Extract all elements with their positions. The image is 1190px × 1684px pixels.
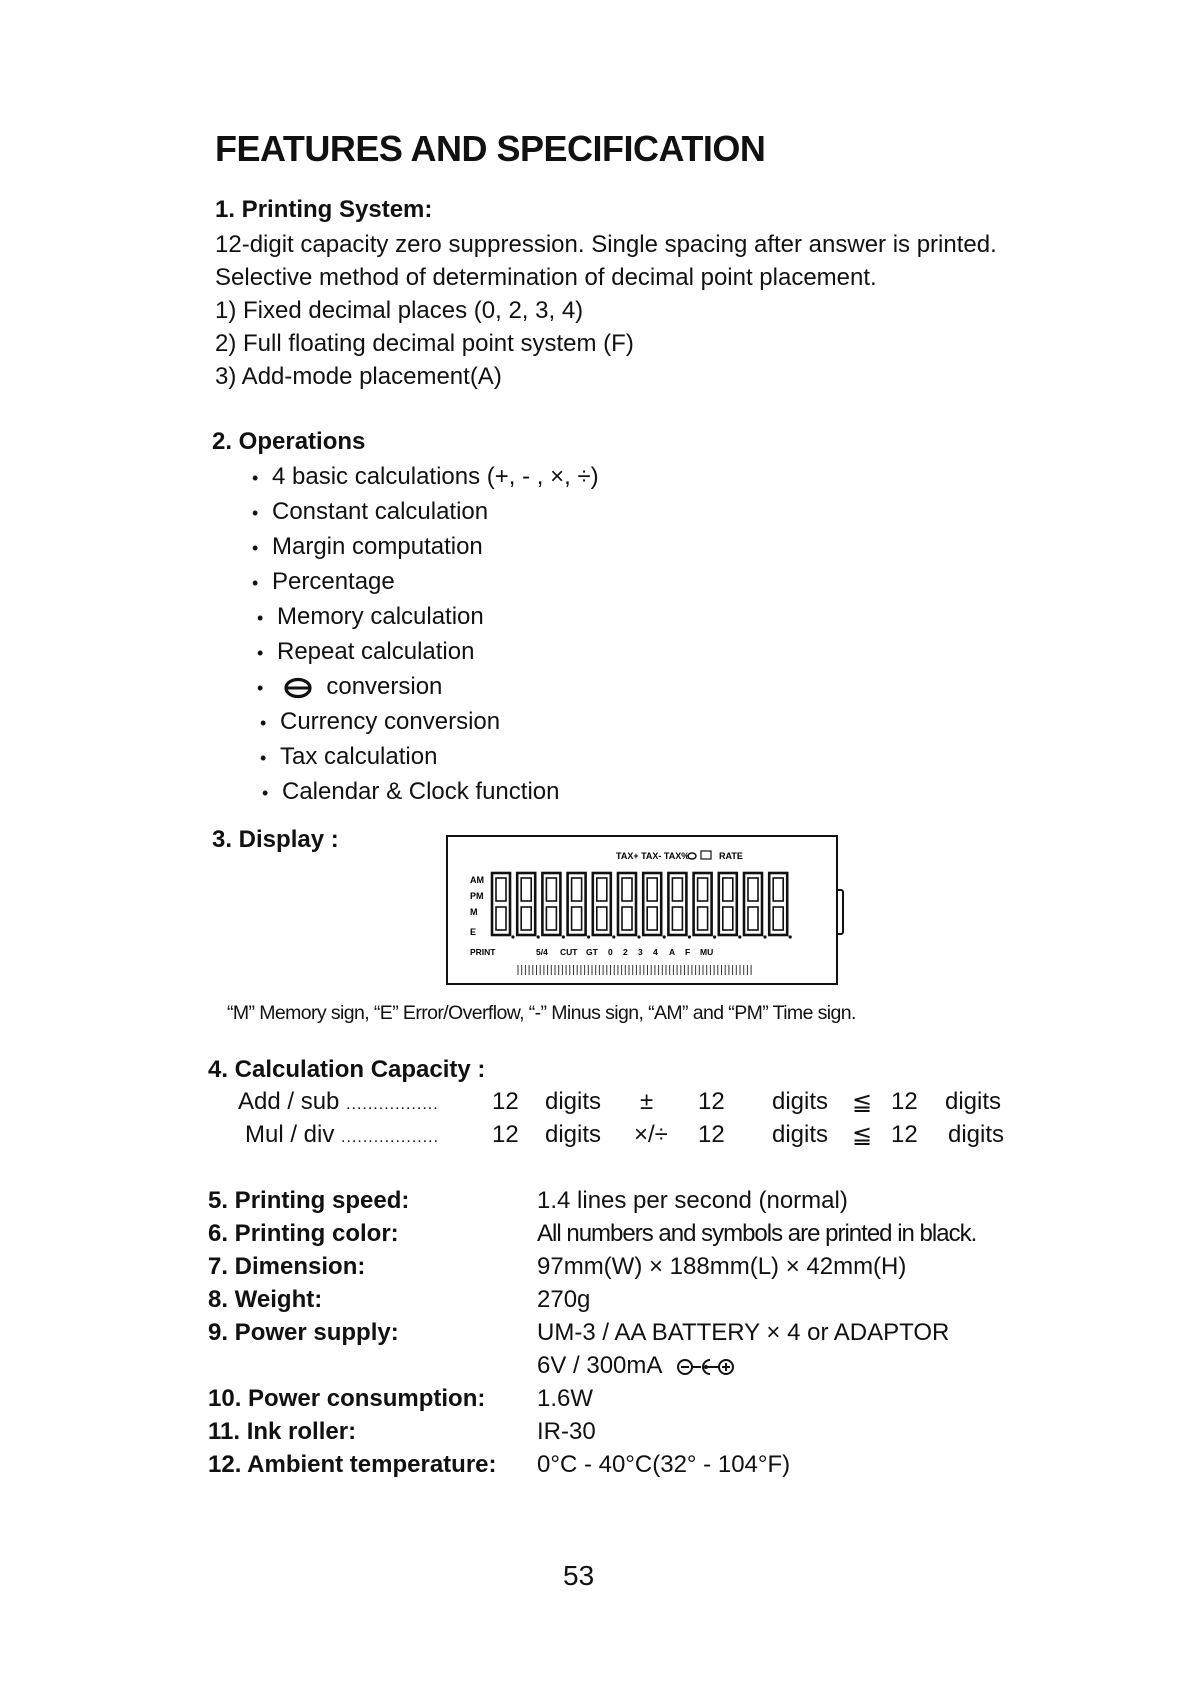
- spec-value: 97mm(W) × 188mm(L) × 42mm(H): [537, 1253, 907, 1280]
- spec-label: 5. Printing speed:: [208, 1187, 410, 1214]
- capacity-n3: 12: [891, 1121, 918, 1148]
- capacity-row-muldiv: [245, 1121, 439, 1149]
- lcd-tax-labels: TAX+ TAX- TAX%: [616, 851, 690, 861]
- capacity-cmp: ≦: [852, 1089, 873, 1116]
- lcd-digit: [618, 873, 641, 939]
- list-item: • 4 basic calculations (+, - , ×, ÷): [252, 463, 599, 490]
- spec-value: 1.6W: [537, 1385, 594, 1412]
- printing-line: 3) Add-mode placement(A): [215, 363, 502, 390]
- lcd-digit: [719, 873, 742, 939]
- list-item: • Calendar & Clock function: [262, 778, 560, 805]
- lcd-cut-label: CUT: [560, 947, 578, 957]
- capacity-w2: digits: [772, 1088, 829, 1115]
- capacity-label: Mul / div: [245, 1121, 335, 1148]
- operations-heading: 2. Operations: [212, 428, 366, 455]
- lcd-print-label: PRINT: [470, 947, 496, 957]
- lcd-segments: [448, 837, 836, 983]
- operations-list: [252, 460, 599, 810]
- capacity-n2: 12: [698, 1121, 725, 1148]
- capacity-w2: digits: [772, 1121, 829, 1148]
- euro-symbol-icon: [284, 677, 314, 699]
- lcd-tick-marks: [518, 965, 751, 975]
- lcd-digit: [694, 873, 717, 939]
- lcd-4-label: 4: [653, 947, 658, 957]
- lcd-digit: [668, 873, 691, 939]
- list-item: • Margin computation: [252, 533, 483, 560]
- spec-value: 6V / 300mA: [537, 1352, 662, 1379]
- lcd-a-label: A: [669, 947, 676, 957]
- lcd-3-label: 3: [638, 947, 643, 957]
- lcd-digit: [744, 873, 767, 939]
- capacity-w1: digits: [545, 1088, 602, 1115]
- lcd-digit: [593, 873, 616, 939]
- spec-label: 9. Power supply:: [208, 1319, 399, 1346]
- lcd-rate-label: RATE: [719, 851, 743, 861]
- capacity-w3: digits: [948, 1121, 1005, 1148]
- printing-line: 12-digit capacity zero suppression. Single spacing after answer is printed.: [215, 231, 997, 258]
- lcd-edge-tab: [836, 889, 844, 935]
- spec-value: 1.4 lines per second (normal): [537, 1187, 848, 1214]
- display-caption: “M” Memory sign, “E” Error/Overflow, “-” Minus sign, “AM” and “PM” Time sign.: [227, 1002, 856, 1024]
- lcd-digit: [492, 873, 515, 939]
- lcd-display-diagram: [446, 835, 838, 985]
- lcd-2-label: 2: [623, 947, 628, 957]
- capacity-heading: 4. Calculation Capacity :: [208, 1056, 486, 1083]
- spec-label: 10. Power consumption:: [208, 1385, 486, 1412]
- lcd-gt-label: GT: [586, 947, 598, 957]
- spec-value: UM-3 / AA BATTERY × 4 or ADAPTOR: [537, 1319, 950, 1346]
- list-item: • Tax calculation: [260, 743, 438, 770]
- capacity-n3: 12: [891, 1088, 918, 1115]
- capacity-n2: 12: [698, 1088, 725, 1115]
- spec-value-adaptor: [537, 1352, 736, 1380]
- lcd-m-label: M: [470, 907, 478, 917]
- spec-value: 270g: [537, 1286, 591, 1313]
- capacity-op: ×/÷: [634, 1121, 668, 1148]
- polarity-symbol-icon: [676, 1355, 736, 1379]
- spec-label: 8. Weight:: [208, 1286, 323, 1313]
- spec-label: 12. Ambient temperature:: [208, 1451, 497, 1478]
- lcd-currency-icon: [701, 851, 711, 859]
- capacity-op: ±: [640, 1088, 654, 1115]
- capacity-row-addsub: [238, 1088, 439, 1116]
- list-item: • Memory calculation: [257, 603, 484, 630]
- printing-system-text: [215, 228, 997, 393]
- capacity-dots: ..................: [341, 1129, 440, 1146]
- capacity-w1: digits: [545, 1121, 602, 1148]
- lcd-am-label: AM: [470, 875, 484, 885]
- capacity-cmp: ≦: [852, 1122, 873, 1149]
- list-item: • Constant calculation: [252, 498, 489, 525]
- lcd-digit-row: [492, 873, 792, 939]
- lcd-digit: [542, 873, 565, 939]
- lcd-e-label: E: [470, 927, 477, 937]
- lcd-digit: [643, 873, 666, 939]
- list-item: • Repeat calculation: [257, 638, 475, 665]
- lcd-0-label: 0: [608, 947, 613, 957]
- capacity-dots: .................: [346, 1096, 439, 1113]
- lcd-mu-label: MU: [700, 947, 714, 957]
- capacity-w3: digits: [945, 1088, 1002, 1115]
- printing-line: Selective method of determination of decimal point placement.: [215, 264, 877, 291]
- printing-line: 1) Fixed decimal places (0, 2, 3, 4): [215, 297, 584, 324]
- capacity-n1: 12: [492, 1088, 519, 1115]
- lcd-digit: [568, 873, 591, 939]
- printing-system-heading: 1. Printing System:: [215, 196, 433, 223]
- printing-line: 2) Full floating decimal point system (F): [215, 330, 634, 357]
- lcd-digit: [517, 873, 540, 939]
- capacity-n1: 12: [492, 1121, 519, 1148]
- list-item: • Percentage: [252, 568, 395, 595]
- display-heading: 3. Display :: [212, 826, 339, 853]
- lcd-f-label: F: [685, 947, 691, 957]
- list-item: • Currency conversion: [260, 708, 501, 735]
- capacity-label: Add / sub: [238, 1088, 340, 1115]
- spec-label: 6. Printing color:: [208, 1220, 399, 1247]
- spec-label: 11. Ink roller:: [208, 1418, 357, 1445]
- list-item: • conversion: [257, 673, 443, 700]
- spec-value: 0°C - 40°C(32° - 104°F): [537, 1451, 791, 1478]
- lcd-pm-label: PM: [470, 891, 484, 901]
- lcd-54-label: 5/4: [536, 947, 548, 957]
- lcd-digit: [769, 873, 792, 939]
- spec-value: IR-30: [537, 1418, 596, 1445]
- spec-value: All numbers and symbols are printed in black.: [537, 1220, 977, 1247]
- page-title: FEATURES AND SPECIFICATION: [215, 128, 766, 169]
- spec-label: 7. Dimension:: [208, 1253, 366, 1280]
- page-number: 53: [563, 1560, 595, 1591]
